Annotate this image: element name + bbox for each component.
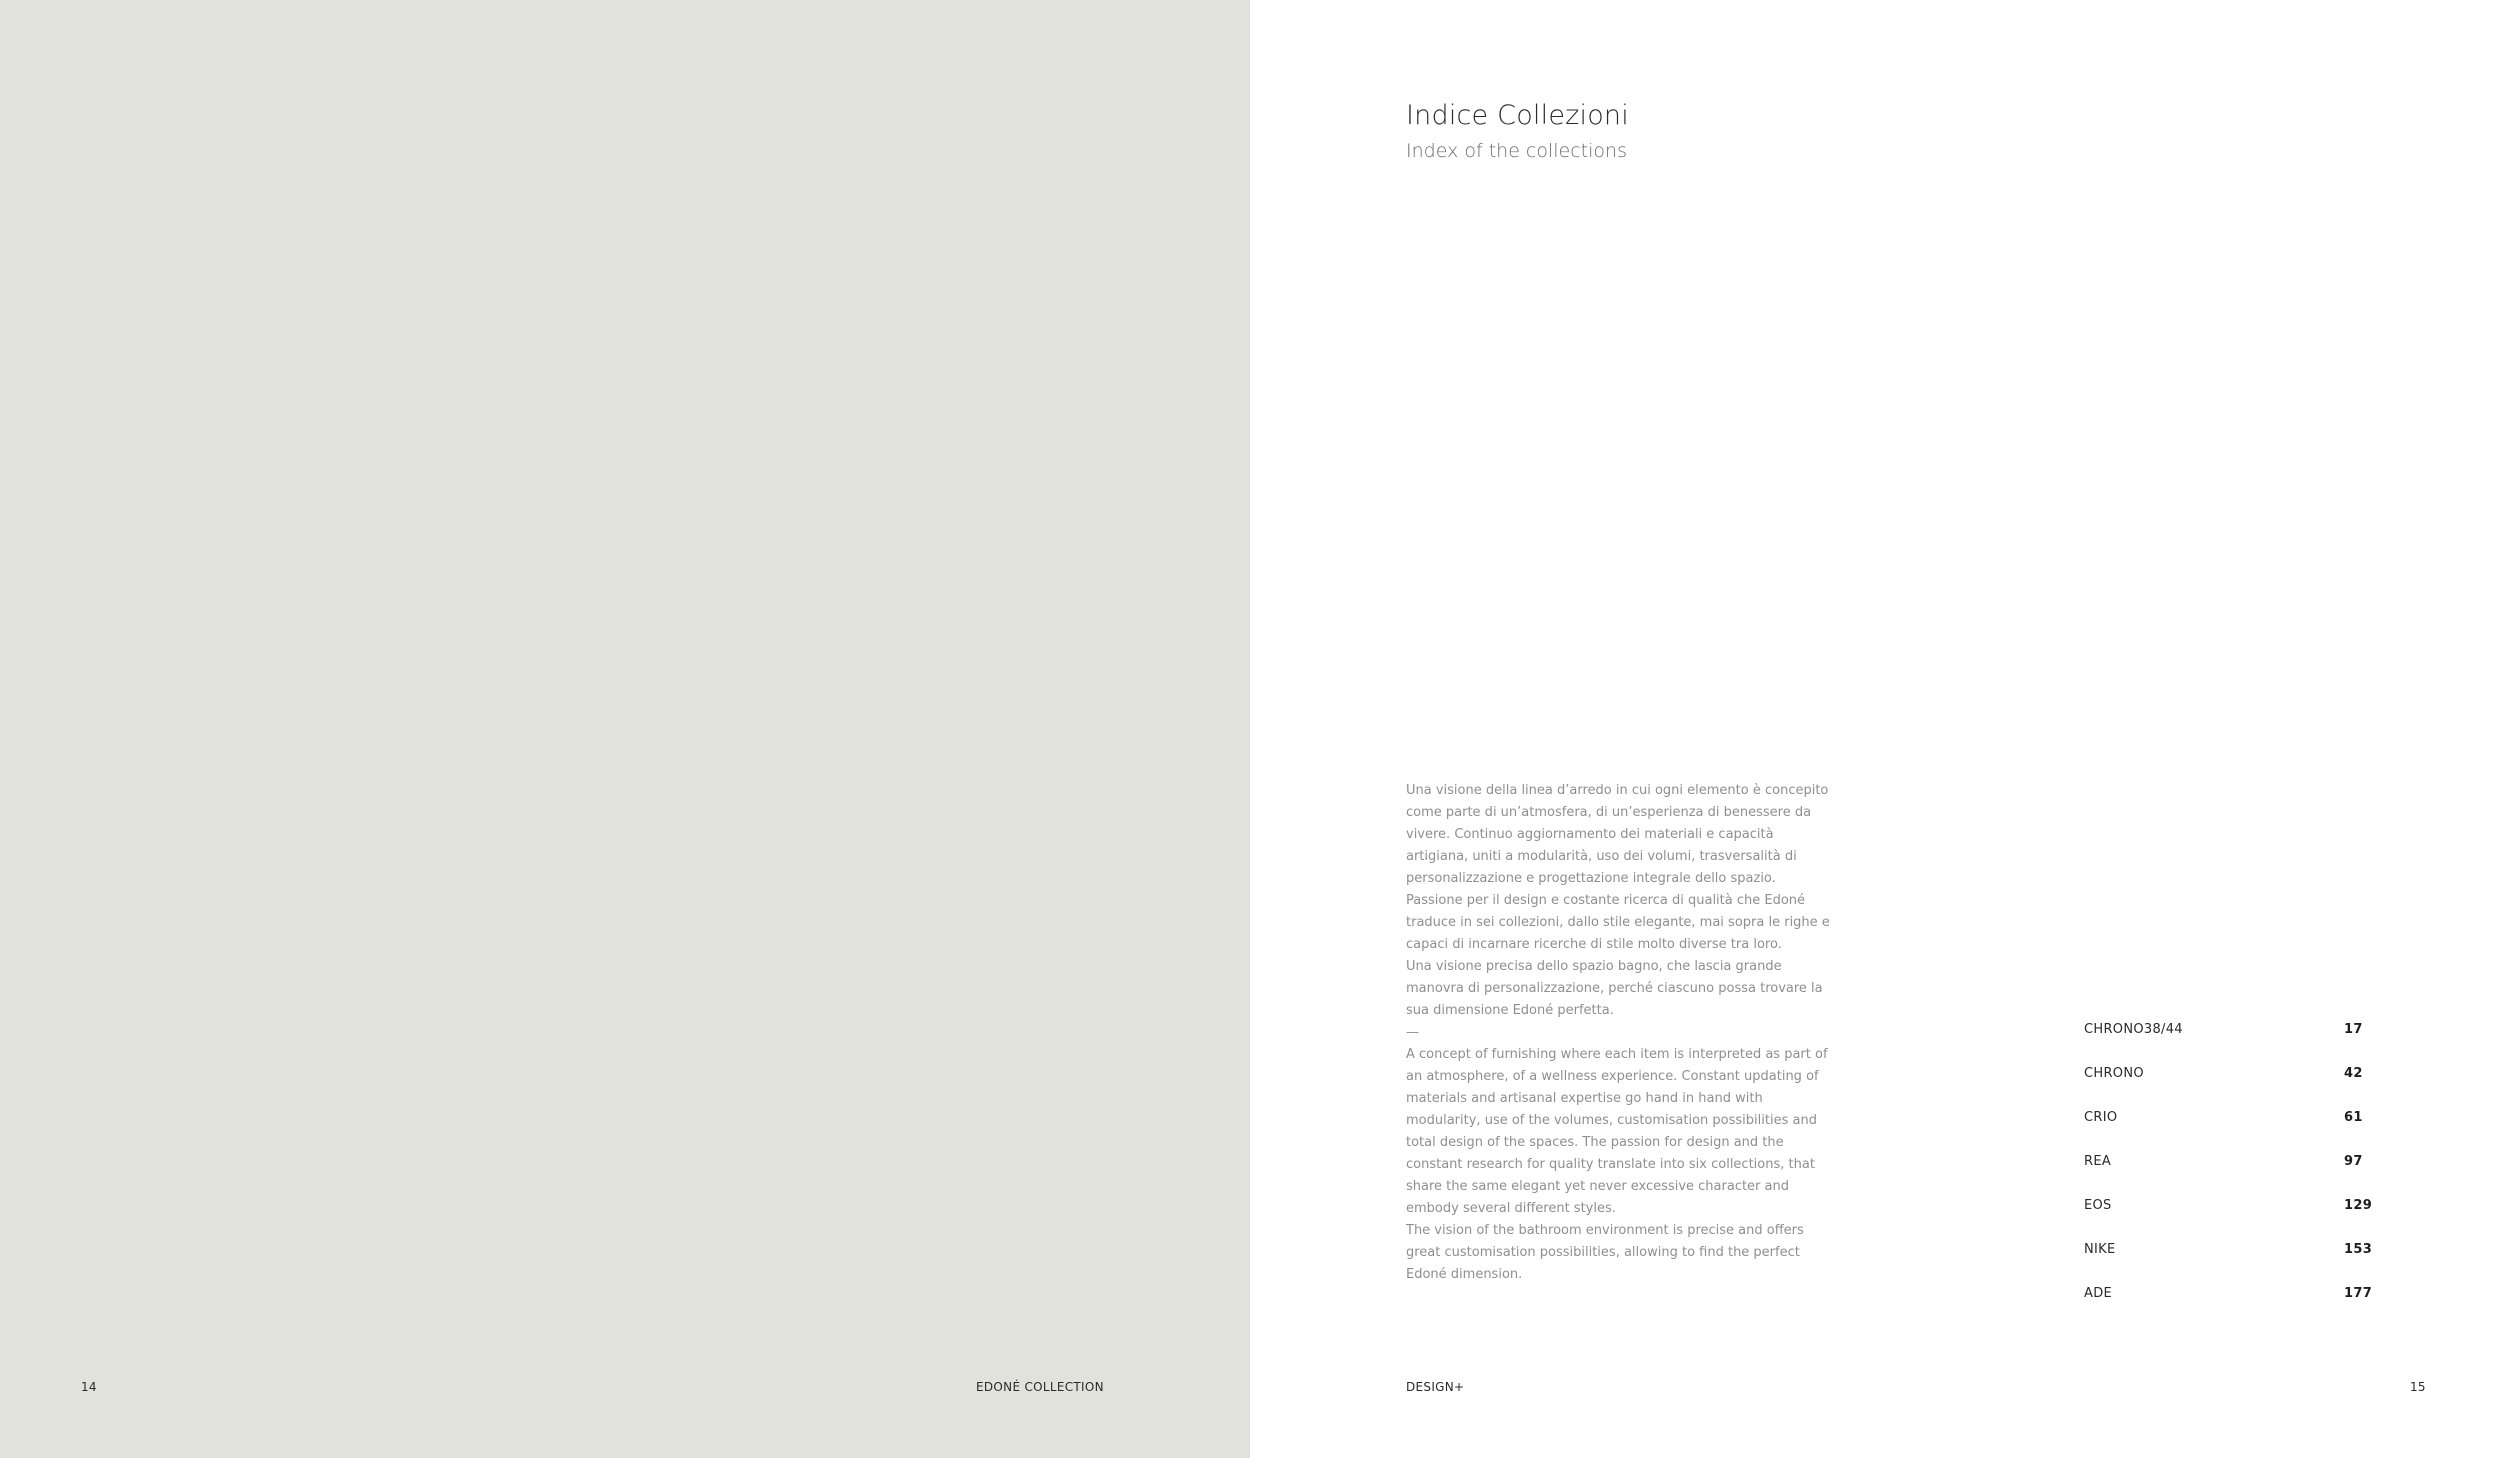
index-row-rea[interactable] <box>2084 1154 2384 1198</box>
right-page <box>1250 0 2500 1458</box>
collections-index <box>2084 1022 2384 1330</box>
collection-page: 42 <box>2344 1066 2363 1081</box>
right-page-number: 15 <box>2410 1380 2426 1394</box>
collection-name: ADE <box>2084 1286 2113 1301</box>
collection-page: 61 <box>2344 1110 2363 1125</box>
intro-paragraph-it-2: Una visione precisa dello spazio bagno, che lascia grande manovra di personalizzazione, perché ciascuno possa trovare la sua dimensione Edoné perfetta. <box>1406 959 1823 1018</box>
intro-paragraph-en-1: A concept of furnishing where each item is interpreted as part of an atmosphere, of a wellness experience. Constant updating of materials and artisanal expertise go hand in hand with modularity, use of the volumes, customisation possibilities and total design of the spaces. The passion for design and the constant research for quality translate into six collections, that share the same elegant yet never excessive character and embody several different styles. <box>1406 1047 1828 1216</box>
language-separator: — <box>1406 1025 1419 1040</box>
index-row-chrono38-44[interactable] <box>2084 1022 2384 1066</box>
index-row-chrono[interactable] <box>2084 1066 2384 1110</box>
right-footer-label: DESIGN+ <box>1406 1380 1465 1394</box>
index-row-ade[interactable] <box>2084 1286 2384 1330</box>
collection-page: 97 <box>2344 1154 2363 1169</box>
collection-name: EOS <box>2084 1198 2112 1213</box>
intro-paragraph-en-2: The vision of the bathroom environment is precise and offers great customisation possibilities, allowing to find the perfect Edoné dimension. <box>1406 1223 1804 1282</box>
collection-name: NIKE <box>2084 1242 2116 1257</box>
collection-page: 153 <box>2344 1242 2373 1257</box>
collection-name: CRIO <box>2084 1110 2118 1125</box>
collection-page: 177 <box>2344 1286 2373 1301</box>
left-footer-label: EDONÉ COLLECTION <box>976 1380 1104 1394</box>
index-row-nike[interactable] <box>2084 1242 2384 1286</box>
collection-page: 17 <box>2344 1022 2363 1037</box>
page-title: Indice Collezioni <box>1406 100 1629 131</box>
collection-name: REA <box>2084 1154 2112 1169</box>
index-row-crio[interactable] <box>2084 1110 2384 1154</box>
page-subtitle: Index of the collections <box>1406 140 1627 162</box>
intro-paragraph-it-1: Una visione della linea d’arredo in cui ogni elemento è concepito come parte di un’atmosfera, di un’esperienza di benessere da vivere. Continuo aggiornamento dei materiali e capacità artigiana, uniti a modularità, uso dei volumi, trasversalità di personalizzazione e progettazione integrale dello spazio. Passione per il design e costante ricerca di qualità che Edoné traduce in sei collezioni, dallo stile elegante, mai sopra le righe e capaci di incarnare ricerche di stile molto diverse tra loro. <box>1406 783 1830 952</box>
collection-page: 129 <box>2344 1198 2373 1213</box>
left-page-number: 14 <box>81 1380 97 1394</box>
collection-name: CHRONO <box>2084 1066 2144 1081</box>
collection-name: CHRONO38/44 <box>2084 1022 2183 1037</box>
intro-text <box>1406 780 1836 1286</box>
index-row-eos[interactable] <box>2084 1198 2384 1242</box>
